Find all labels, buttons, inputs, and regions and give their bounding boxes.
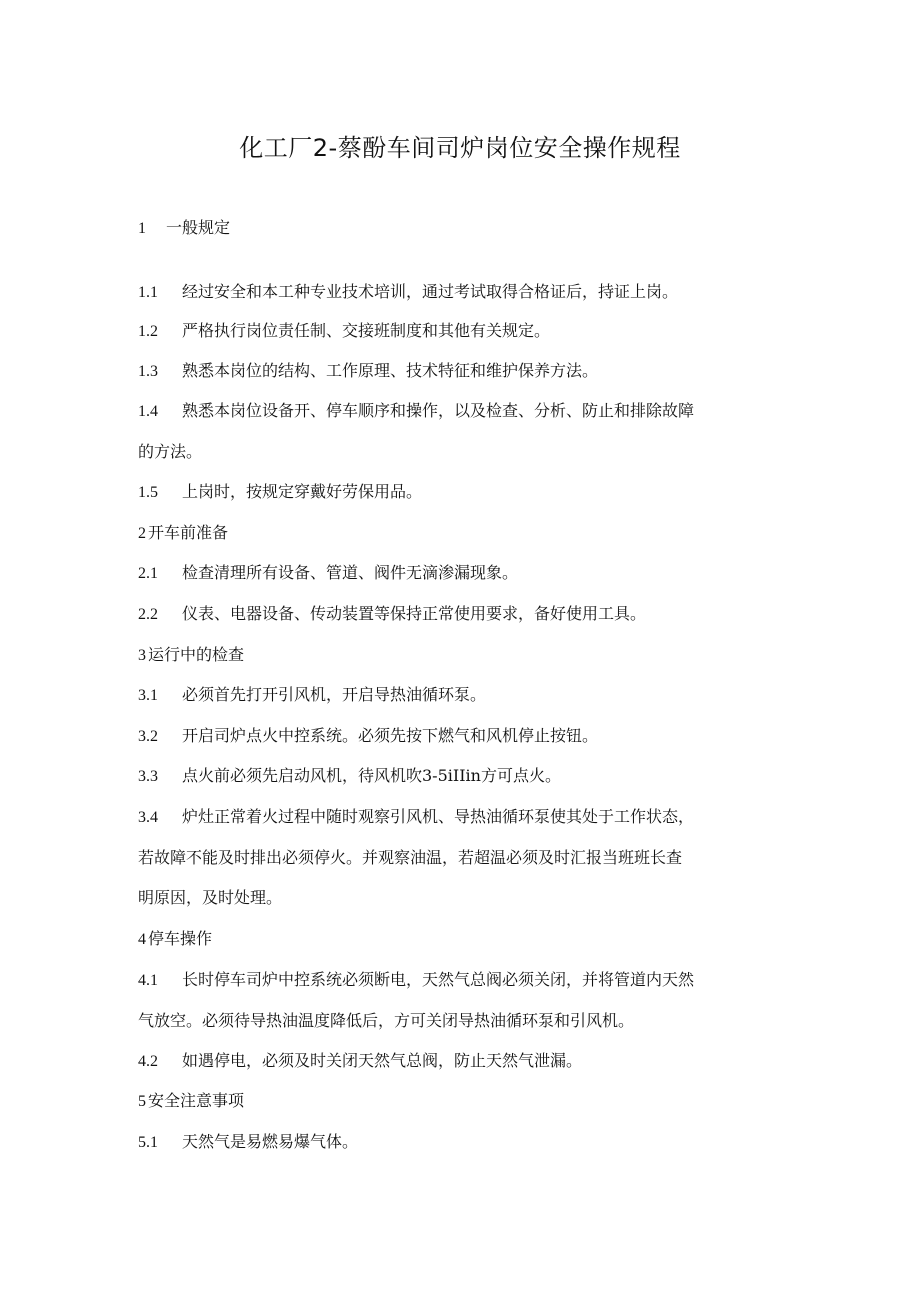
- clause-text: 严格执行岗位责任制、交接班制度和其他有关规定。: [182, 321, 551, 340]
- clause-text: 的方法。: [138, 442, 203, 461]
- paragraph-line: [138, 807, 694, 828]
- paragraph-line: [138, 482, 422, 503]
- section-heading: [138, 645, 244, 666]
- clause-number: 4.1: [138, 972, 158, 989]
- paragraph-line: [138, 282, 678, 303]
- clause-text: 天然气是易燃易爆气体。: [182, 1132, 359, 1151]
- clause-number: 3.1: [138, 687, 158, 704]
- paragraph-line: [138, 321, 550, 342]
- paragraph-line: [138, 888, 282, 908]
- clause-number: 1.5: [138, 484, 158, 501]
- clause-number: 2: [138, 525, 146, 542]
- clause-text: 安全注意事项: [148, 1091, 245, 1110]
- paragraph-line: [138, 361, 598, 382]
- clause-number: 1.3: [138, 363, 158, 380]
- clause-text: 开车前准备: [148, 523, 229, 542]
- clause-text: 必须首先打开引风机，开启导热油循环泵。: [182, 685, 487, 704]
- section-heading: [138, 1091, 244, 1112]
- clause-number: 3.3: [138, 768, 158, 785]
- clause-number: 3.4: [138, 809, 158, 826]
- clause-number: 1.1: [138, 284, 158, 301]
- paragraph-line: [138, 726, 598, 747]
- clause-number: 1: [138, 220, 146, 237]
- clause-text: 明原因，及时处理。: [138, 888, 283, 907]
- document-title: 化工厂2-蔡酚车间司炉岗位安全操作规程: [239, 134, 681, 162]
- paragraph-line: [138, 563, 518, 584]
- clause-text: 上岗时，按规定穿戴好劳保用品。: [182, 482, 423, 501]
- paragraph-line: [138, 1132, 358, 1153]
- clause-text: 运行中的检查: [148, 645, 245, 664]
- section-heading: [138, 218, 230, 239]
- paragraph-line: [138, 604, 646, 625]
- clause-number: 2.1: [138, 565, 158, 582]
- paragraph-line: [138, 1051, 582, 1072]
- clause-text: 检查清理所有设备、管道、阀件无滴渗漏现象。: [182, 563, 519, 582]
- clause-number: 3: [138, 647, 146, 664]
- clause-text: 点火前必须先启动风机，待风机吹3-5iIIin方可点火。: [182, 766, 561, 785]
- clause-text: 炉灶正常着火过程中随时观察引风机、导热油循环泵使其处于工作状态，: [182, 807, 695, 826]
- clause-text: 开启司炉点火中控系统。必须先按下燃气和风机停止按钮。: [182, 726, 599, 745]
- clause-number: 3.2: [138, 728, 158, 745]
- paragraph-line: [138, 766, 561, 787]
- clause-number: 2.2: [138, 606, 158, 623]
- section-heading: [138, 523, 228, 544]
- clause-number: 5.1: [138, 1134, 158, 1151]
- clause-number: 1.4: [138, 403, 158, 420]
- paragraph-line: [138, 848, 682, 868]
- clause-text: 经过安全和本工种专业技术培训，通过考试取得合格证后，持证上岗。: [182, 282, 679, 301]
- clause-text: 气放空。必须待导热油温度降低后，方可关闭导热油循环泵和引风机。: [138, 1011, 635, 1030]
- section-heading: [138, 929, 212, 950]
- clause-text: 长时停车司炉中控系统必须断电，天然气总阀必须关闭，并将管道内天然: [182, 970, 695, 989]
- clause-text: 停车操作: [148, 929, 213, 948]
- clause-text: 熟悉本岗位的结构、工作原理、技术特征和维护保养方法。: [182, 361, 599, 380]
- clause-number: 5: [138, 1093, 146, 1110]
- clause-number: 1.2: [138, 323, 158, 340]
- clause-number: 4.2: [138, 1053, 158, 1070]
- paragraph-line: [138, 970, 694, 991]
- clause-text: 一般规定: [166, 218, 231, 237]
- clause-text: 仪表、电器设备、传动装置等保持正常使用要求，备好使用工具。: [182, 604, 647, 623]
- clause-text: 若故障不能及时排出必须停火。并观察油温，若超温必须及时汇报当班班长查: [138, 848, 683, 867]
- paragraph-line: [138, 685, 486, 706]
- clause-number: 4: [138, 931, 146, 948]
- clause-text: 如遇停电，必须及时关闭天然气总阀，防止天然气泄漏。: [182, 1051, 583, 1070]
- paragraph-line: [138, 1011, 634, 1031]
- clause-text: 熟悉本岗位设备开、停车顺序和操作，以及检查、分析、防止和排除故障: [182, 401, 695, 420]
- paragraph-line: [138, 401, 694, 422]
- paragraph-line: [138, 442, 202, 462]
